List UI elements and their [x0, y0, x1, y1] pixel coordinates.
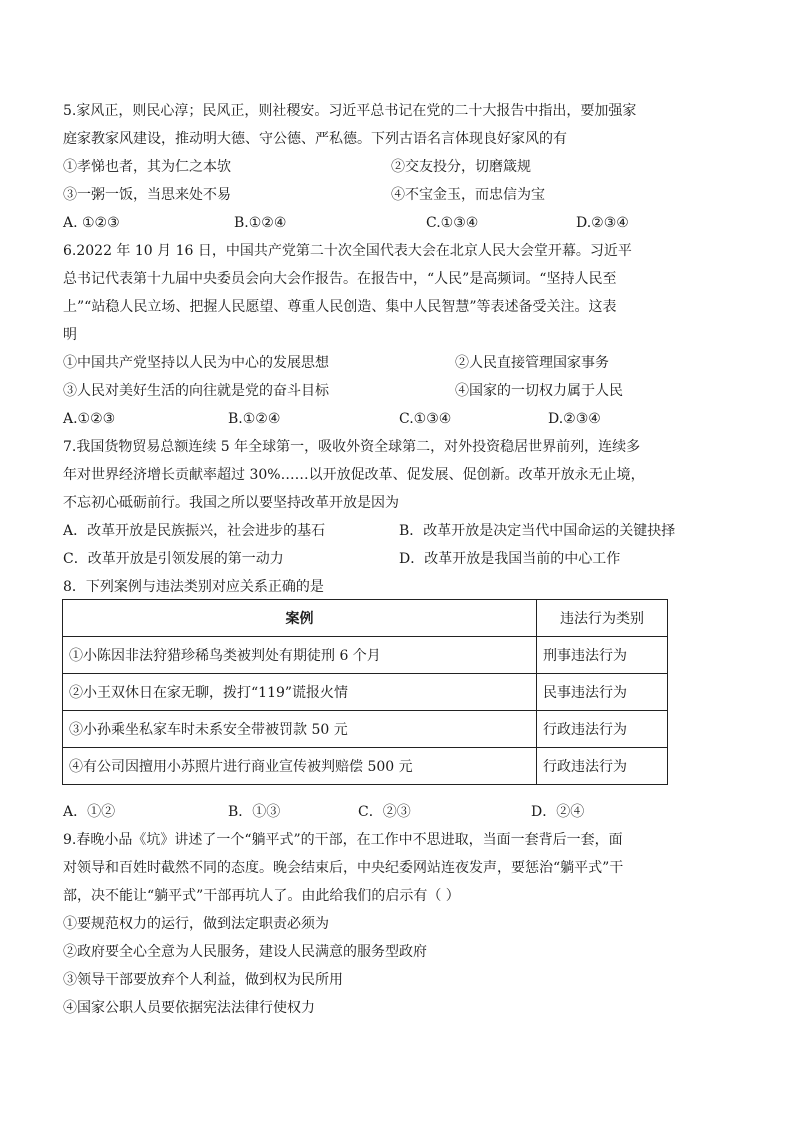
q6-statement-4: ④国家的一切权力属于人民 [455, 383, 623, 399]
table-row [63, 637, 668, 674]
q8-stem: 8．下列案例与违法类别对应关系正确的是 [63, 579, 324, 595]
q7-option-d: D．改革开放是我国当前的中心工作 [399, 551, 621, 567]
table-row [63, 711, 668, 748]
q5-statement-4: ④不宝金玉，而忠信为宝 [391, 187, 545, 203]
q5-statement-1: ①孝悌也者，其为仁之本欤 [63, 159, 231, 175]
q7-option-b: B．改革开放是决定当代中国命运的关键抉择 [399, 523, 676, 539]
q7-stem-line-1: 7.我国货物贸易总额连续 5 年全球第一，吸收外资全球第二，对外投资稳居世界前列，连续多 [63, 439, 641, 455]
q8-option-c: C．②③ [358, 804, 411, 820]
q5-option-c: C.①③④ [426, 215, 479, 231]
q5-statement-3: ③一粥一饭，当思来处不易 [63, 187, 231, 203]
q5-stem-line-1: 5.家风正，则民心淳；民风正，则社稷安。习近平总书记在党的二十大报告中指出，要加强家 [63, 103, 637, 119]
case-cell: ②小王双休日在家无聊，拨打“119”谎报火情 [63, 674, 537, 711]
q5-option-b: B.①②④ [234, 215, 287, 231]
case-cell: ④有公司因擅用小苏照片进行商业宣传被判赔偿 500 元 [63, 748, 537, 785]
table-row [63, 748, 668, 785]
q6-option-d: D.②③④ [548, 411, 601, 427]
q7-option-a: A．改革开放是民族振兴，社会进步的基石 [63, 523, 326, 539]
q7-stem-line-3: 不忘初心砥砺前行。我国之所以要坚持改革开放是因为 [63, 495, 399, 511]
q6-statement-3: ③人民对美好生活的向往就是党的奋斗目标 [63, 383, 329, 399]
category-cell: 刑事违法行为 [537, 637, 668, 674]
q6-option-c: C.①③④ [399, 411, 452, 427]
q6-option-b: B.①②④ [228, 411, 281, 427]
q9-stem-line-1: 9.春晚小品《坑》讲述了一个“躺平式”的干部，在工作中不思进取，当面一套背后一套，面 [63, 832, 623, 848]
q5-option-a: A. ①②③ [63, 215, 120, 231]
q8-table [62, 599, 668, 785]
q6-statement-2: ②人民直接管理国家事务 [455, 355, 609, 371]
q7-option-c: C．改革开放是引领发展的第一动力 [63, 551, 284, 567]
q8-option-a: A．①② [63, 804, 116, 820]
category-cell: 行政违法行为 [537, 711, 668, 748]
q6-stem-line-3: 上”“站稳人民立场、把握人民愿望、尊重人民创造、集中人民智慧”等表述备受关注。这表 [63, 299, 617, 315]
table-header-row [63, 600, 668, 637]
q8-option-b: B．①③ [228, 804, 281, 820]
case-cell: ①小陈因非法狩猎珍稀鸟类被判处有期徒刑 6 个月 [63, 637, 537, 674]
q9-statement-2: ②政府要全心全意为人民服务，建设人民满意的服务型政府 [63, 944, 427, 960]
q5-option-d: D.②③④ [576, 215, 629, 231]
category-cell: 民事违法行为 [537, 674, 668, 711]
q9-stem-line-3: 部，决不能让“躺平式”干部再坑人了。由此给我们的启示有（ ） [63, 888, 460, 904]
q6-stem-line-4: 明 [63, 327, 77, 343]
q6-statement-1: ①中国共产党坚持以人民为中心的发展思想 [63, 355, 329, 371]
case-cell: ③小孙乘坐私家车时未系安全带被罚款 50 元 [63, 711, 537, 748]
q6-option-a: A.①②③ [63, 411, 116, 427]
q7-stem-line-2: 年对世界经济增长贡献率超过 30%……以开放促改革、促发展、促创新。改革开放永无止境， [63, 467, 645, 483]
q9-statement-4: ④国家公职人员要依据宪法法律行使权力 [63, 1000, 315, 1016]
q9-stem-line-2: 对领导和百姓时截然不同的态度。晚会结束后，中央纪委网站连夜发声，要惩治“躺平式”干 [63, 860, 624, 876]
q6-stem-line-1: 6.2022 年 10 月 16 日，中国共产党第二十次全国代表大会在北京人民大会堂开幕。习近平 [63, 243, 632, 259]
q9-statement-1: ①要规范权力的运行，做到法定职责必须为 [63, 916, 329, 932]
column-header-case: 案例 [63, 600, 537, 637]
column-header-category: 违法行为类别 [537, 600, 668, 637]
q8-option-d: D．②④ [531, 804, 585, 820]
q5-statement-2: ②交友投分，切磨箴规 [391, 159, 531, 175]
q5-stem-line-2: 庭家教家风建设，推动明大德、守公德、严私德。下列古语名言体现良好家风的有 [63, 131, 567, 147]
q9-statement-3: ③领导干部要放弃个人利益，做到权为民所用 [63, 972, 343, 988]
q6-stem-line-2: 总书记代表第十九届中央委员会向大会作报告。在报告中，“人民”是高频词。“坚持人民至 [63, 271, 617, 287]
table-row [63, 674, 668, 711]
category-cell: 行政违法行为 [537, 748, 668, 785]
